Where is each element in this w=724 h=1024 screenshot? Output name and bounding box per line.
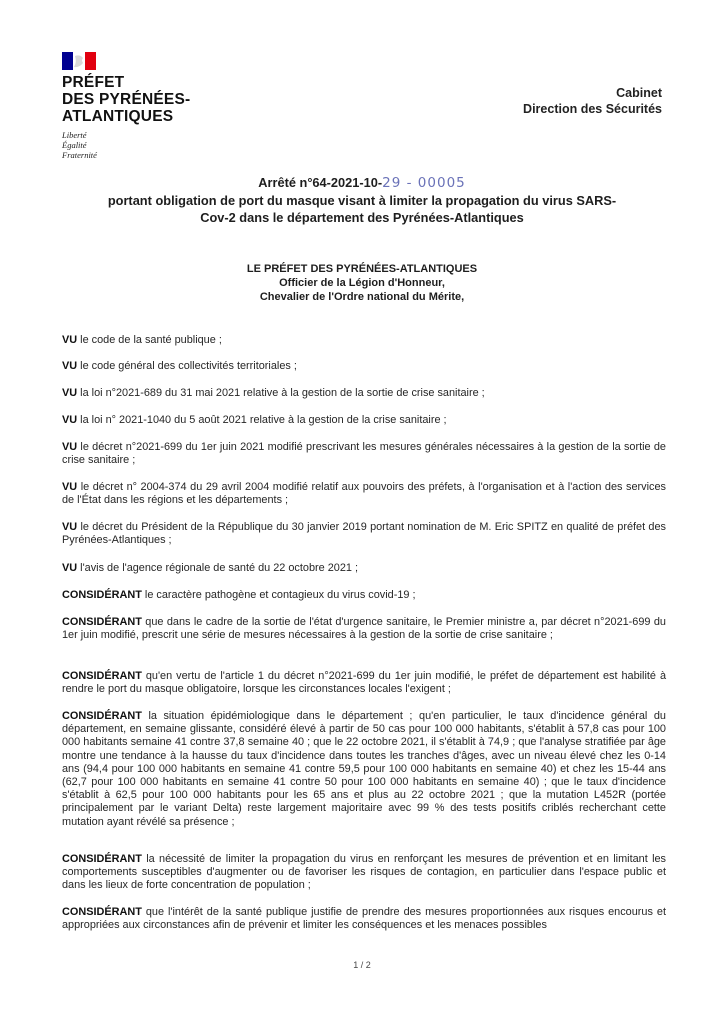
decree-subject-line: portant obligation de port du masque visant à limiter la propagation du virus SARS- <box>107 193 617 208</box>
paragraph-text: la nécessité de limiter la propagation du virus en renforçant les mesures de prévention et en limitant les comportements susceptibles d'augmenter ou de favoriser les risques de contagion, en particulier dans l'espace public et dans les lieux de forte concentration de population ; <box>62 853 666 892</box>
paragraph-keyword: VU <box>62 360 78 372</box>
legal-paragraph <box>62 521 666 547</box>
paragraph-keyword: CONSIDÉRANT <box>62 616 142 628</box>
paragraph-keyword: VU <box>62 481 78 493</box>
legal-paragraph <box>62 481 666 507</box>
decree-number-prefix: Arrêté n°64-2021-10- <box>258 175 383 190</box>
legal-paragraph <box>62 906 666 932</box>
paragraph-text: la loi n° 2021-1040 du 5 août 2021 relative à la gestion de la crise sanitaire ; <box>77 414 447 426</box>
paragraph-keyword: VU <box>62 387 78 399</box>
legal-paragraph <box>62 360 666 373</box>
republic-motto <box>62 130 97 160</box>
decree-number <box>40 174 684 192</box>
paragraph-keyword: VU <box>62 441 78 453</box>
paragraph-text: la situation épidémiologique dans le département ; qu'en particulier, le taux d'incidence général du département, en semaine glissante, considéré élevé à partir de 50 cas pour 100 000 habitants, s'établit à 57,8 cas pour 100 000 habitants semaine 41 contre 37,8 semaine 40 ; que le 22 octobre 2021, il s'établit à 74,9 ; que l'analyse stratifiée par âge montre une tendance à la hausse du taux d'incidence dans toutes les tranches d'âges, avec un niveau élevé chez les 0-14 ans (94,4 pour 100 000 habitants en semaine 41 contre 59,5 pour 100 000 habitants en semaine 40) et chez les 15-44 ans (62,7 pour 100 000 habitants en semaine 41 contre 50 pour 100 000 habitants en semaine 40) ; que le taux d'incidence s'établit à 62,5 pour 100 000 habitants pour les 65 ans et plus au 22 octobre 2021 ; que la mutation L452R (portée principalement par le variant Delta) reste largement majoritaire avec 99 % des tests positifs criblés recherchant cette mutation ayant révélé sa présence ; <box>62 710 666 828</box>
paragraph-keyword: CONSIDÉRANT <box>62 906 142 918</box>
motto-line: Fraternité <box>62 150 97 160</box>
paragraph-text: qu'en vertu de l'article 1 du décret n°2021-699 du 1er juin modifié, le préfet de département est habilité à rendre le port du masque obligatoire, lorsque les circonstances locales l'exigent ; <box>62 670 666 696</box>
marianne-flag-icon <box>62 52 96 70</box>
prefecture-line: ATLANTIQUES <box>62 108 174 125</box>
paragraph-text: la loi n°2021-689 du 31 mai 2021 relative à la gestion de la sortie de crise sanitaire ; <box>77 387 485 399</box>
legal-paragraph <box>62 616 666 642</box>
legal-paragraph <box>62 387 666 400</box>
service-cabinet: Cabinet <box>616 86 662 100</box>
prefecture-name <box>62 74 190 125</box>
authority-merit: Chevalier de l'Ordre national du Mérite, <box>259 291 465 303</box>
motto-line: Liberté <box>62 130 87 140</box>
legal-paragraph <box>62 414 666 427</box>
paragraph-text: l'avis de l'agence régionale de santé du 22 octobre 2021 ; <box>77 562 359 574</box>
legal-paragraph <box>62 853 666 893</box>
decree-number-handwritten: 29 - 00005 <box>382 175 466 191</box>
paragraph-keyword: CONSIDÉRANT <box>62 853 142 865</box>
prefecture-line: DES PYRÉNÉES- <box>62 91 191 108</box>
paragraph-keyword: CONSIDÉRANT <box>62 589 142 601</box>
authority-block <box>40 262 684 304</box>
paragraph-keyword: VU <box>62 562 78 574</box>
legal-paragraph <box>62 334 666 347</box>
paragraph-text: le code de la santé publique ; <box>77 334 222 346</box>
paragraph-keyword: CONSIDÉRANT <box>62 670 142 682</box>
prefecture-line: PRÉFET <box>62 74 125 91</box>
legal-paragraph <box>62 589 666 602</box>
service-direction: Direction des Sécurités <box>523 102 662 116</box>
legal-paragraph <box>62 562 666 575</box>
issuing-service <box>523 85 662 117</box>
paragraph-keyword: CONSIDÉRANT <box>62 710 142 722</box>
paragraph-text: le caractère pathogène et contagieux du virus covid-19 ; <box>141 589 416 601</box>
page-number: 1 / 2 <box>353 960 371 970</box>
decree-title <box>40 174 684 226</box>
paragraph-keyword: VU <box>62 414 78 426</box>
paragraph-text: que l'intérêt de la santé publique justifie de prendre des mesures proportionnées aux risques encourus et appropriées aux circonstances afin de prévenir et limiter les conséquences et les menaces possibles <box>62 906 666 932</box>
paragraph-text: le code général des collectivités territoriales ; <box>77 360 297 372</box>
paragraph-keyword: VU <box>62 521 78 533</box>
paragraph-text: que dans le cadre de la sortie de l'état d'urgence sanitaire, le Premier ministre a, par décret n°2021-699 du 1er juin modifié, prescrit une série de mesures nécessaires à la gestion de la sortie de crise sanitaire ; <box>62 616 666 642</box>
paragraph-keyword: VU <box>62 334 78 346</box>
paragraph-text: le décret n° 2004-374 du 29 avril 2004 modifié relatif aux pouvoirs des préfets, à l'organisation et à l'action des services de l'État dans les régions et les départements ; <box>62 481 666 507</box>
motto-line: Égalité <box>62 140 87 150</box>
legal-paragraph <box>62 441 666 467</box>
decree-subject-line: Cov-2 dans le département des Pyrénées-Atlantiques <box>200 210 524 225</box>
paragraph-text: le décret du Président de la République du 30 janvier 2019 portant nomination de M. Eric SPITZ en qualité de préfet des Pyrénées-Atlantiques ; <box>62 521 666 547</box>
paragraph-text: le décret n°2021-699 du 1er juin 2021 modifié prescrivant les mesures générales nécessaires à la gestion de la sortie de crise sanitaire ; <box>62 441 666 467</box>
legal-paragraph <box>62 670 666 696</box>
authority-title: LE PRÉFET DES PYRÉNÉES-ATLANTIQUES <box>246 263 478 275</box>
authority-honour: Officier de la Légion d'Honneur, <box>279 277 445 289</box>
legal-paragraph <box>62 710 666 829</box>
